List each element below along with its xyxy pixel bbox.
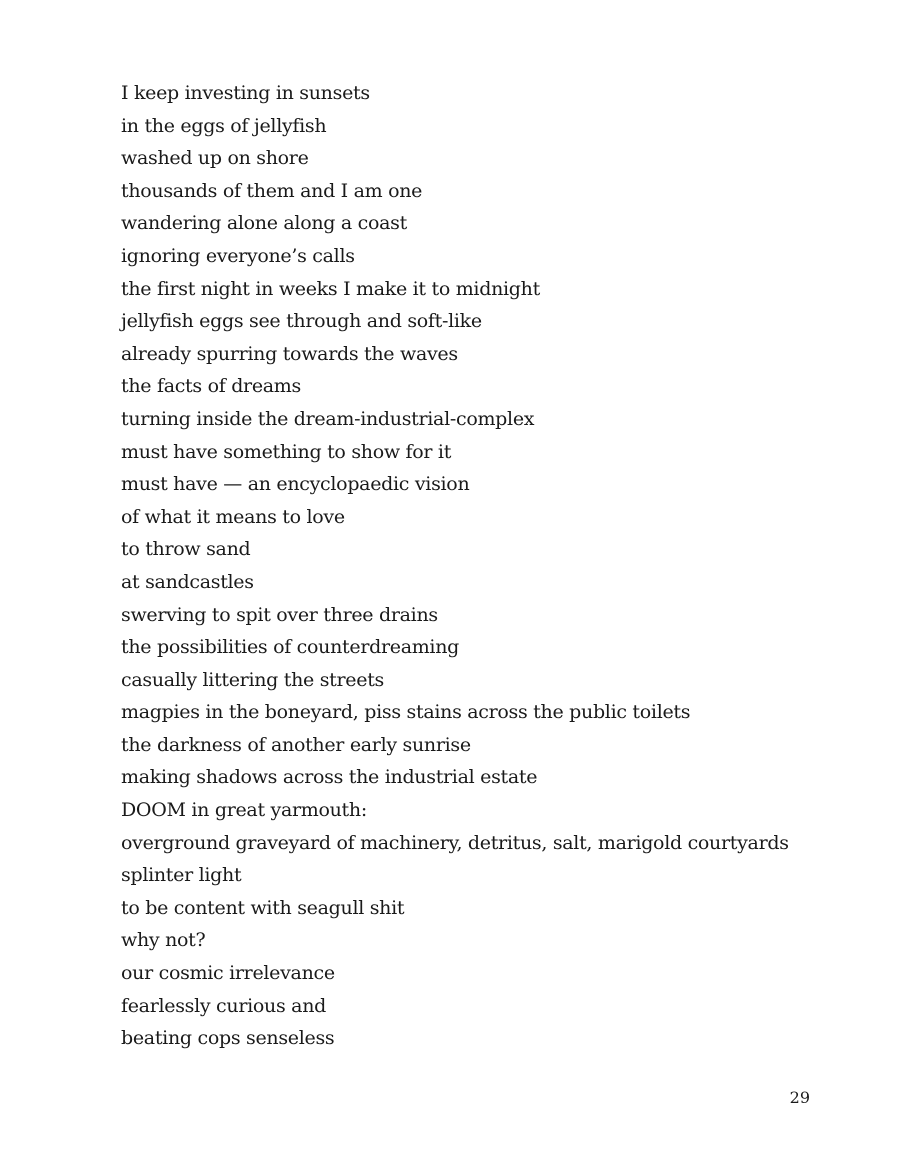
poem-line: jellyfish eggs see through and soft-like [121, 310, 482, 333]
poem-line: to be content with seagull shit [121, 896, 405, 919]
poem-line: must have something to show for it [121, 440, 452, 463]
poem-line: at sandcastles [121, 570, 254, 593]
poem-line: splinter light [121, 864, 242, 887]
poem-line: washed up on shore [121, 147, 309, 170]
poem-line: beating cops senseless [121, 1027, 335, 1050]
poem-line: in the eggs of jellyfish [121, 114, 327, 137]
poem-line: our cosmic irrelevance [121, 962, 335, 985]
poem-line: why not? [121, 929, 206, 952]
poem-line: DOOM in great yarmouth: [121, 799, 367, 822]
poem-line: already spurring towards the waves [121, 342, 458, 365]
poem-line: magpies in the boneyard, piss stains across the public toilets [121, 701, 691, 724]
poem-line: must have — an encyclopaedic vision [121, 473, 470, 496]
page-number: 29 [789, 1088, 810, 1107]
poem-line: of what it means to love [121, 505, 345, 528]
poem-line: I keep investing in sunsets [121, 82, 370, 104]
poem-body [121, 77, 789, 1055]
poem-line: to throw sand [121, 538, 251, 561]
poem-line: the facts of dreams [121, 375, 301, 398]
poem-line: thousands of them and I am one [121, 179, 423, 202]
poem-line: the first night in weeks I make it to midnight [121, 277, 540, 300]
poem-line: overground graveyard of machinery, detritus, salt, marigold courtyards [121, 831, 789, 854]
poem-line: turning inside the dream-industrial-complex [121, 407, 535, 430]
poem-line: wandering alone along a coast [121, 212, 407, 235]
poem-line: the possibilities of counterdreaming [121, 636, 460, 659]
poem-line: fearlessly curious and [121, 994, 326, 1017]
poem-line: making shadows across the industrial estate [121, 766, 538, 789]
poem-line: ignoring everyone’s calls [121, 244, 355, 267]
poem-line: casually littering the streets [121, 668, 384, 691]
poem-line: the darkness of another early sunrise [121, 733, 471, 756]
poem-line: swerving to spit over three drains [121, 603, 438, 626]
